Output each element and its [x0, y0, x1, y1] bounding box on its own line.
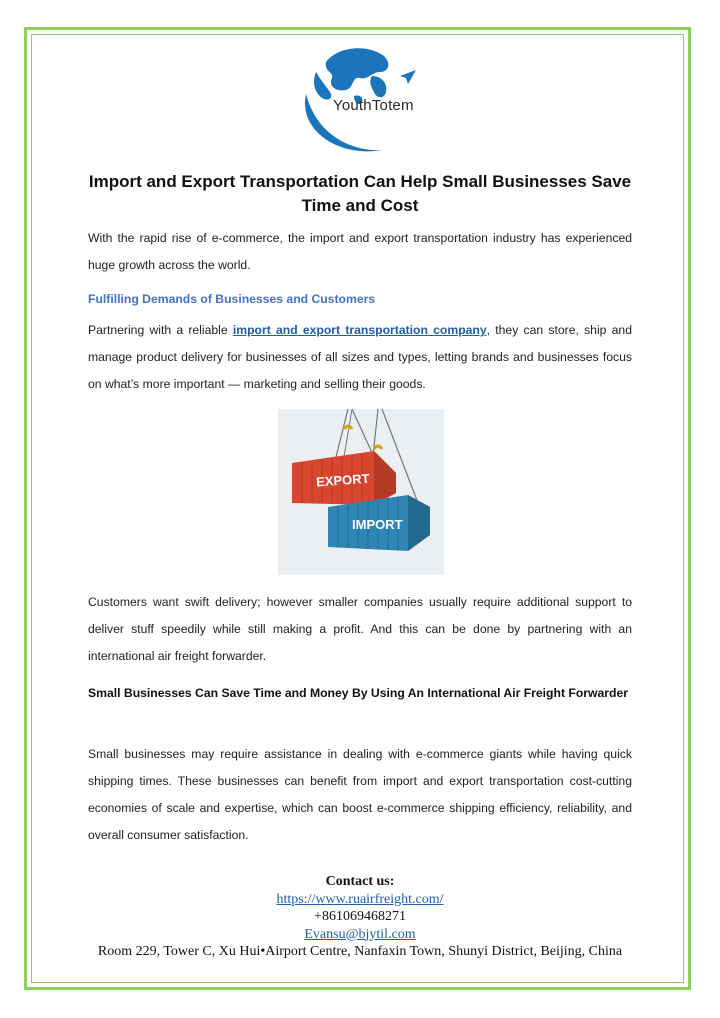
- section2-paragraph: Small businesses may require assistance in dealing with e-commerce giants while having quick shipping times. These businesses can benefit from import and export transportation cost-cutting economies of scale and expertise, which can boost e-commerce shipping efficiency, reliability, and overall consumer satisfaction.: [88, 747, 632, 842]
- article-title: Import and Export Transportation Can Help Small Businesses Save Time and Cost: [88, 172, 632, 215]
- shipping-containers-image: [278, 409, 444, 575]
- logo-wordmark: YouthTotem: [333, 97, 414, 114]
- section1-paragraph: [88, 317, 632, 398]
- address-text: Room 229, Tower C, Xu Hui•Airport Centre, Nanfaxin Town, Shunyi District, Beijing, China: [97, 944, 623, 959]
- export-label: EXPORT: [315, 470, 371, 490]
- email-link[interactable]: Evansu@bjytil.com: [304, 926, 416, 942]
- contact-block: [88, 873, 632, 961]
- paragraph-customers: Customers want swift delivery; however smaller companies usually require additional support to deliver stuff speedily while still making a profit. And this can be done by partnering with an international air freight forwarder.: [88, 595, 632, 663]
- transportation-company-link[interactable]: import and export transportation company: [232, 323, 487, 337]
- section-heading-fulfilling-demands: Fulfilling Demands of Businesses and Customers: [88, 292, 376, 306]
- section1-text-before: Partnering with a reliable: [88, 323, 233, 337]
- section-heading-small-businesses: Small Businesses Can Save Time and Money By Using An International Air Freight Forwarder: [88, 686, 628, 700]
- section1-text-after: , they can store, ship and manage product delivery for businesses of all sizes and types, letting brands and businesses focus on what’s more important — marketing and selling their goods.: [88, 323, 632, 391]
- import-label: IMPORT: [352, 517, 403, 532]
- website-link[interactable]: https://www.ruairfreight.com/: [276, 891, 444, 907]
- phone-number: +861069468271: [314, 909, 406, 924]
- contact-title: Contact us:: [325, 874, 395, 889]
- intro-paragraph: With the rapid rise of e-commerce, the import and export transportation industry has experienced huge growth across the world.: [88, 231, 632, 272]
